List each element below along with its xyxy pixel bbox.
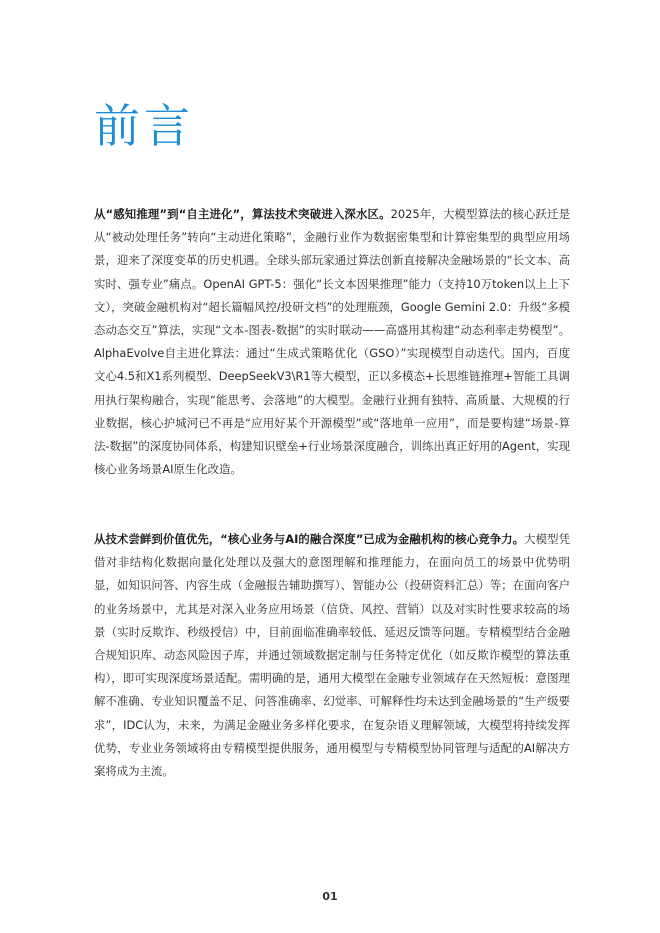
paragraph-2	[94, 528, 570, 783]
paragraph-1	[94, 203, 570, 481]
paragraph-2-lead: 从技术尝鲜到价值优先，“核心业务与AI的融合深度”已成为金融机构的核心竞争力。	[94, 532, 525, 546]
page-title: 前言	[94, 99, 194, 153]
paragraph-1-body: 2025年，大模型算法的核心跃迁是从“被动处理任务”转向“主动进化策略”，金融行业作为数据密集型和计算密集型的典型应用场景，迎来了深度变革的历史机遇。全球头部玩家通过算法创新直接解决金融场景的“长文本、高实时、强专业”痛点。OpenAI GPT-5：强化“长文本因果推理”能力（支持10万token以上上下文），突破金融机构对“超长篇幅风控/投研文档”的处理瓶颈，Google Gemini 2.0：升级“多模态动态交互”算法，实现“文本-图表-数据”的实时联动——高盛用其构建“动态利率走势模型”。AlphaEvolve自主进化算法：通过“生成式策略优化（GSO）”实现模型自动迭代。国内，百度文心4.5和X1系列模型、DeepSeekV3\R1等大模型，正以多模态+长思维链推理+智能工具调用执行架构融合，实现“能思考、会落地”的大模型。金融行业拥有独特、高质量、大规模的行业数据，核心护城河已不再是“应用好某个开源模型”或“落地单一应用”，而是要构建“场景-算法-数据”的深度协同体系，构建知识壁垒+行业场景深度融合，训练出真正好用的Agent，实现核心业务场景AI原生化改造。	[94, 207, 570, 477]
page-number: 01	[322, 890, 338, 903]
paragraph-1-lead: 从“感知推理”到“自主进化”，算法技术突破进入深水区。	[94, 207, 391, 221]
paragraph-2-body: 大模型凭借对非结构化数据向量化处理以及强大的意图理解和推理能力，在面向员工的场景中优势明显，如知识问答、内容生成（金融报告辅助撰写）、智能办公（投研资料汇总）等；在面向客户的业务场景中，尤其是对深入业务应用场景（信贷、风控、营销）以及对实时性要求较高的场景（实时反欺诈、秒级授信）中，目前面临准确率较低、延迟反馈等问题。专精模型结合金融合规知识库、动态风险因子库，并通过领域数据定制与任务特定优化（如反欺诈模型的算法重构），即可实现深度场景适配。需明确的是，通用大模型在金融专业领域存在天然短板：意图理解不准确、专业知识覆盖不足、问答准确率、幻觉率、可解释性均未达到金融场景的“生产级要求”，IDC认为，未来，为满足金融业务多样化要求，在复杂语义理解领域，大模型将持续发挥优势，专业业务领域将由专精模型提供服务，通用模型与专精模型协同管理与适配的AI解决方案将成为主流。	[94, 532, 570, 779]
